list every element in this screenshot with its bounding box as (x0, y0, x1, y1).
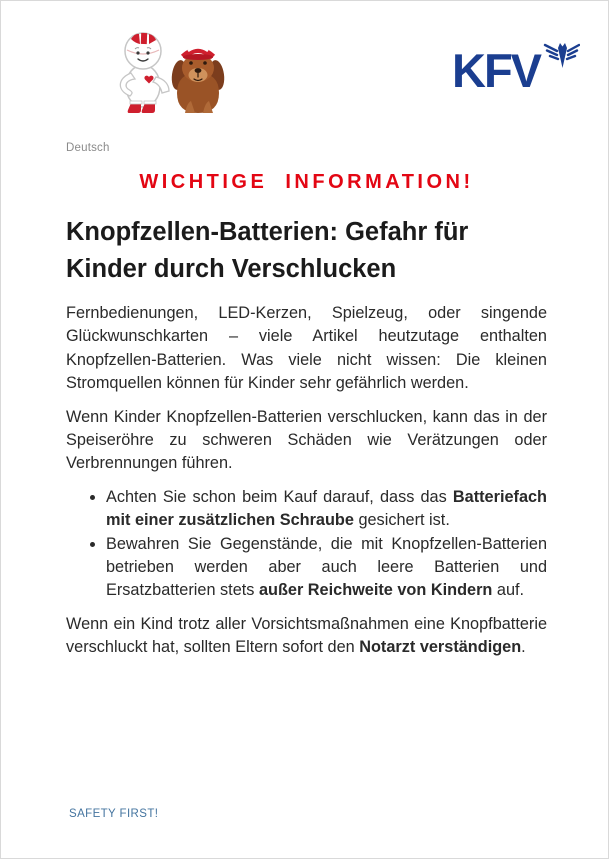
list-item: • Bewahren Sie Gegenstände, die mit Knopfzellen-Batterien betrieben werden aber auch leere Batterien und Ersatzbatterien stets außer Reichweite von Kindern auf. (106, 533, 547, 603)
page-title-line2: Kinder durch Verschlucken (66, 255, 397, 283)
intro-paragraph-1: Fernbedienungen, LED-Kerzen, Spielzeug, oder singende Glückwunschkarten – viele Artikel heutzutage enthalten Knopfzellen-Batterien. Was viele nicht wissen: Die kleinen Stromquellen können für Kinder sehr gefährlich werden. (66, 304, 547, 393)
closing-paragraph: Wenn ein Kind trotz aller Vorsichtsmaßnahmen eine Knopfbatterie verschluckt hat, sollten Eltern sofort den Notarzt verständigen. (66, 614, 547, 657)
page-title (66, 214, 547, 288)
mascot-illustration (111, 27, 241, 119)
footer-slogan: SAFETY FIRST! (69, 808, 159, 820)
intro-paragraph-2: Wenn Kinder Knopfzellen-Batterien verschlucken, kann das in der Speiseröhre zu schweren Schäden wie Verätzungen oder Verbrennungen führen. (66, 407, 547, 473)
page-title-line1: Knopfzellen-Batterien: Gefahr für (66, 218, 469, 246)
document-content (66, 142, 547, 670)
list-item: • Achten Sie schon beim Kauf darauf, dass das Batteriefach mit einer zusätzlichen Schraube gesichert ist. (106, 486, 547, 533)
kfv-logo-text: KFV (454, 44, 540, 93)
alert-heading: WICHTIGE INFORMATION! (139, 171, 474, 193)
mascot-graphic (111, 27, 241, 119)
kfv-eagle-icon (545, 43, 579, 68)
kfv-logo (454, 41, 580, 93)
kfv-logo-graphic (454, 41, 580, 93)
language-label: Deutsch (66, 142, 110, 154)
safety-tips-list (66, 486, 547, 603)
